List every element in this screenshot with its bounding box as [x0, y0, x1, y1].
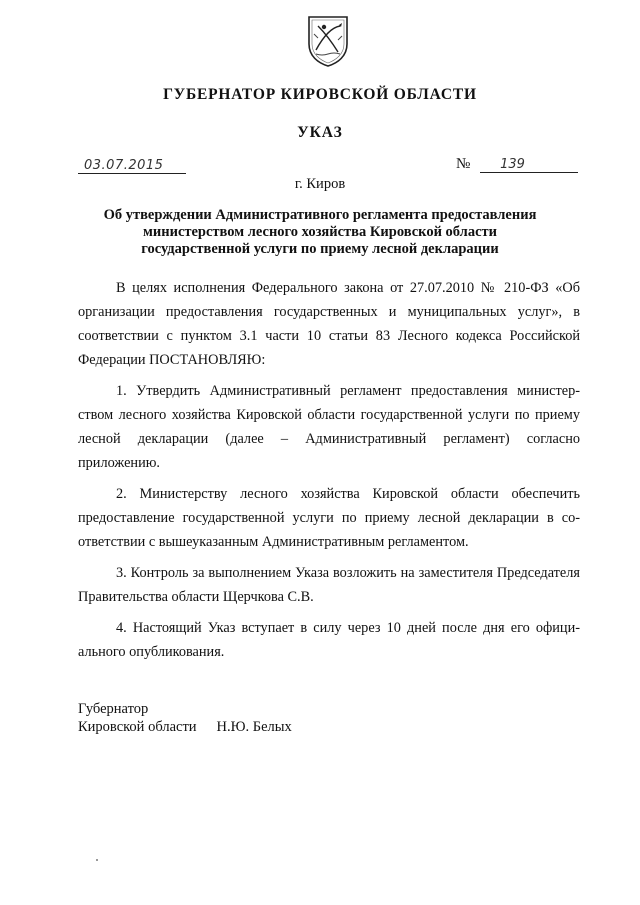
signer-position-line2: Кировской области: [78, 719, 197, 735]
clause-3: 3. Контроль за выполнением Указа возложить на заместителя Председателя Правительства области Щерчкова С.В.: [78, 565, 580, 605]
coat-of-arms-emblem: [306, 14, 350, 68]
document-number-block: [456, 156, 578, 173]
clause-2: 2. Министерству лесного хозяйства Кировской области обеспечить предоставление государственной услуги по приему лесной декларации в соответствии с вышеуказанным Административным регламентом.: [78, 486, 580, 550]
number-sign: №: [456, 156, 471, 172]
signature-block: [78, 700, 292, 736]
scan-speck: [96, 859, 98, 861]
issuing-authority: ГУБЕРНАТОР КИРОВСКОЙ ОБЛАСТИ: [163, 86, 477, 103]
city-of-issue: г. Киров: [294, 176, 346, 192]
document-type: УКАЗ: [297, 124, 343, 141]
document-title: [80, 207, 560, 258]
document-body: [78, 276, 580, 671]
signer-position-line1: Губернатор: [78, 701, 149, 717]
signer-name: Н.Ю. Белых: [216, 719, 292, 735]
clause-4: 4. Настоящий Указ вступает в силу через 10 дней после дня его официального опубликования.: [78, 620, 580, 660]
document-number: 139: [480, 157, 578, 173]
title-line: государственной услуги по приему лесной декларации: [141, 241, 499, 257]
signer-position-line2-wrap: [78, 719, 292, 735]
clause-1: 1. Утвердить Административный регламент предоставления министерством лесного хозяйства Кировской области государственной услуги по приему лесной декларации (далее – Административный регламент) согласно приложению.: [78, 383, 580, 471]
document-date: 03.07.2015: [78, 158, 186, 174]
title-line: министерством лесного хозяйства Кировской области: [143, 224, 497, 240]
preamble-paragraph: В целях исполнения Федерального закона от 27.07.2010 № 210-ФЗ «Об организации предоставления государственных и муниципальных услуг», в соответствии с пунктом 3.1 части 10 статьи 83 Лесного кодекса Российской Федерации ПОСТАНОВЛЯЮ:: [78, 280, 580, 368]
title-line: Об утверждении Административного регламента предоставления: [103, 207, 537, 223]
